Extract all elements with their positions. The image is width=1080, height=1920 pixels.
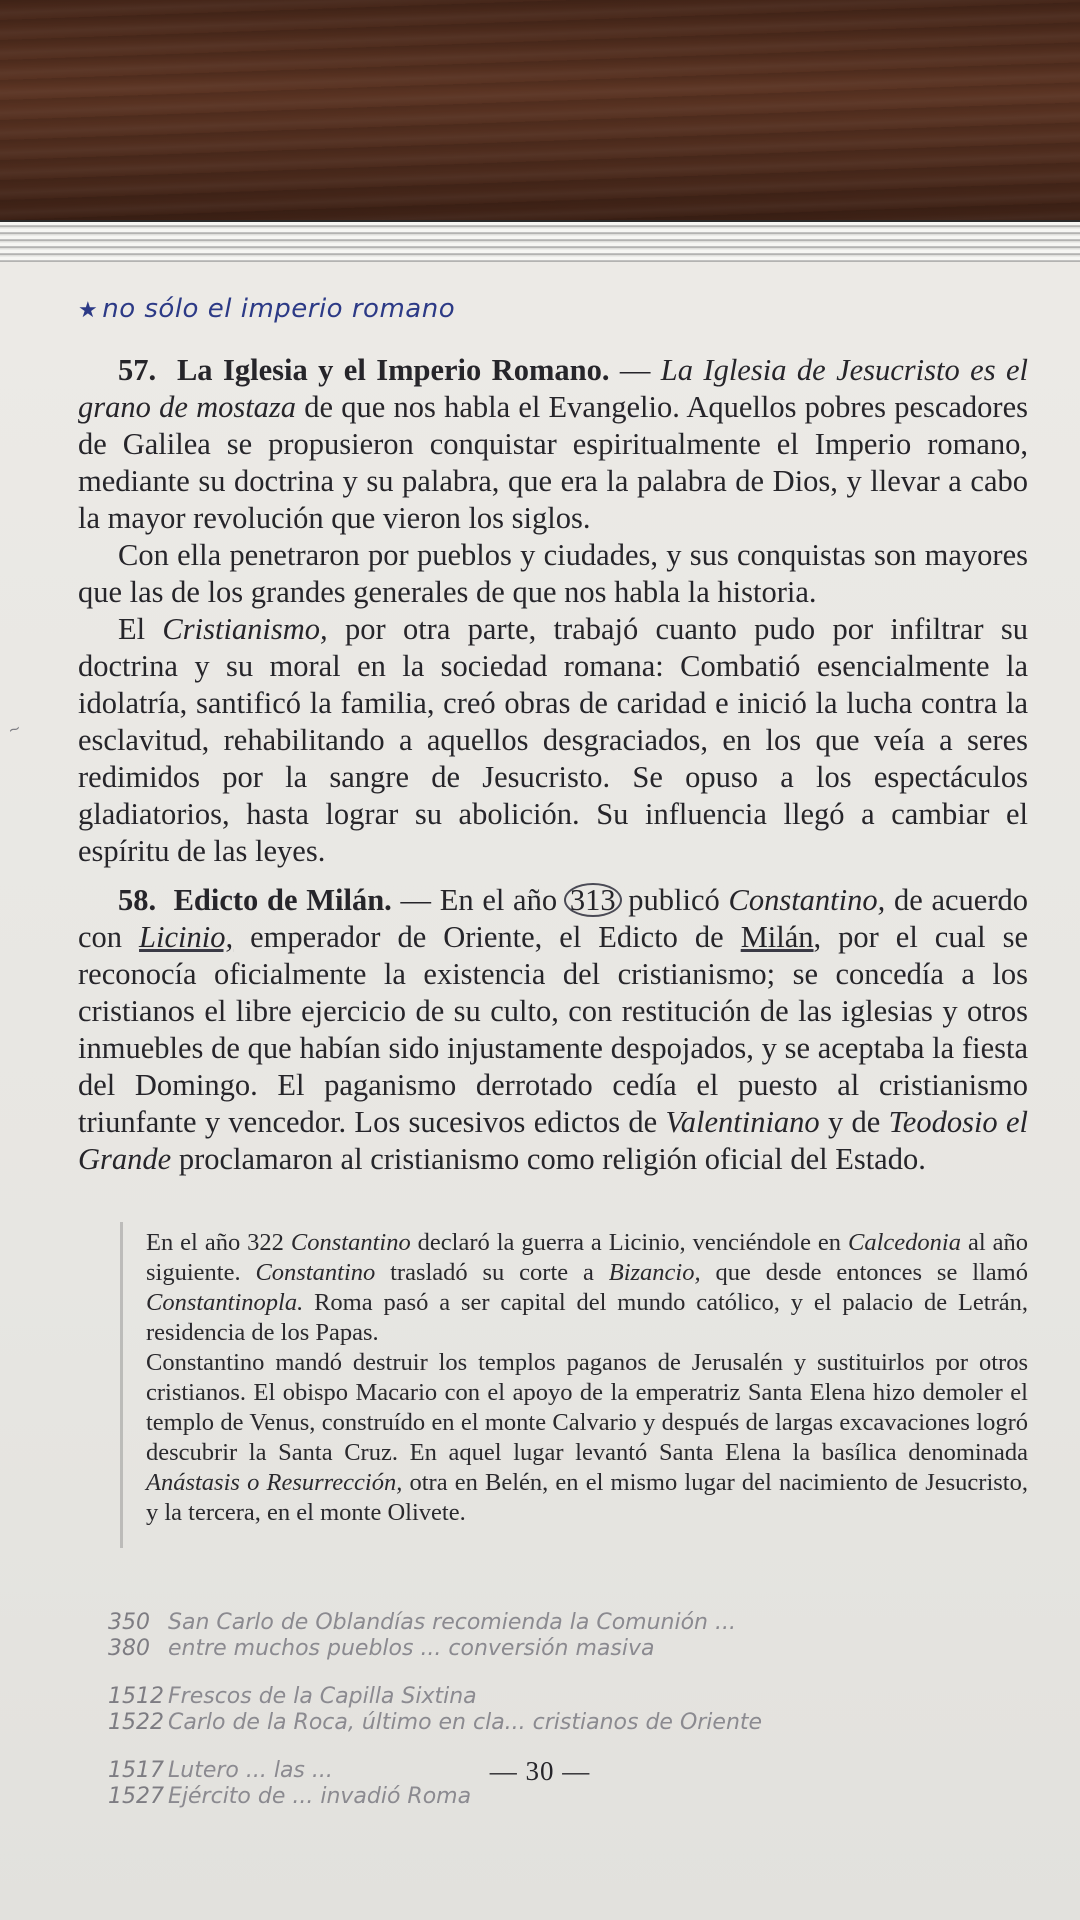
footnote-paragraph-2: Constantino mandó destruir los templos paganos de Jerusalén y sustituirlos por otros cristianos. El obispo Macario con el apoyo de la emperatriz Santa Elena hizo demoler el templo de Venus, construído en el monte Calvario y después de largas excavaciones logró descubrir la Santa Cruz. En aquel lugar levantó Santa Elena la basílica denominada Anástasis o Resurrección, otra en Belén, en el mismo lugar del nacimiento de Jesucristo, y la tercera, en el monte Olivete.: [146, 1349, 1028, 1526]
section-57-paragraph-3: por otra parte, trabajó cuanto pudo por infiltrar su doctrina y su moral en la sociedad romana: Combatió esencialmente la idolatría, santificó la familia, creó obras de caridad e inició la lucha contra la esclavitud, rehabilitando a aquellos desgraciados, en los que veía a seres redimidos por la sangre de Jesucristo. Se opuso a los espectáculos gladiatorios, hasta lograr su abolición. Su influencia llegó a cambiar el espíritu de las leyes.: [78, 612, 1029, 868]
section-number: 58.: [118, 883, 157, 917]
footnote-paragraph-1: En el año 322 Constantino declaró la guerra a Licinio, venciéndole en Calcedonia al año siguiente. Constantino trasladó su corte a Bizancio, que desde entonces se llamó Constantinopla. Roma pasó a ser capital del mundo católico, y el palacio de Letrán, residencia de los Papas.: [146, 1229, 1028, 1346]
pencil-note-row: 380 entre muchos pueblos ... conversión masiva: [108, 1636, 655, 1661]
margin-bracket: [120, 1222, 131, 1548]
pencil-note-row: 350 San Carlo de Oblandías recomienda la Comunión ...: [108, 1610, 736, 1635]
section-57-paragraph-1: 57. La Iglesia y el Imperio Romano. — La Iglesia de Jesucristo es el grano de mostaza de que nos habla el Evangelio. Aquellos pobres pescadores de Galilea se propusieron conquistar espiritualmente el Imperio romano, mediante su doctrina y su palabra, que era la palabra de Dios, y llevar a cabo la mayor revolución que vieron los siglos. Con ella penetraron por pueblos y ciudades, y sus conquistas son mayores que las de los grandes generales de que nos habla la historia. El Cristianismo, por otra parte, trabajó cuanto pudo por infiltrar su doctrina y su moral en la sociedad romana: Combatió esencialmente la idolatría, santificó la familia, creó obras de caridad e inició la lucha contra la esclavitud, rehabilitando a aquellos desgraciados, en los que veía a seres redimidos por la sangre de Jesucristo. Se opuso a los espectáculos gladiatorios, hasta lograr su abolición. Su influencia llegó a cambiar el espíritu de las leyes.: [78, 353, 1029, 868]
page-number: — 30 —: [489, 1756, 591, 1786]
handwritten-annotation: ★ no sólo el imperio romano: [78, 294, 456, 324]
star-icon: ★: [78, 298, 99, 323]
pencil-note-row: 1517 Lutero ... las ...: [108, 1758, 333, 1783]
section-57-paragraph-2: Con ella penetraron por pueblos y ciudades, y sus conquistas son mayores que las de los grandes generales de que nos habla la historia.: [78, 538, 1028, 609]
section-number: 57.: [118, 353, 157, 387]
book-page-edges: [0, 220, 1080, 268]
section-heading: Edicto de Milán.: [173, 883, 392, 917]
wooden-table-background: [0, 0, 1080, 226]
pencil-note-row: 1527 Ejército de ... invadió Roma: [108, 1784, 472, 1809]
section-heading: La Iglesia y el Imperio Romano.: [176, 353, 610, 387]
pencil-note-row: 1512 Frescos de la Capilla Sixtina: [108, 1684, 477, 1709]
circled-year: 313: [564, 883, 622, 917]
section-58-paragraph: 58. Edicto de Milán. — En el año 313 publicó Constantino, de acuerdo con Licinio, emperador de Oriente, el Edicto de Milán, por el cual se reconocía oficialmente la existencia del cristianismo; se concedía a los cristianos el libre ejercicio de su culto, con restitución de las iglesias y otros inmuebles de que habían sido injustamente despojados, y se aceptaba la fiesta del Domingo. El paganismo derrotado cedía el puesto al cristianismo triunfante y vencedor. Los sucesivos edictos de Valentiniano y de Teodosio el Grande proclamaron al cristianismo como religión oficial del Estado.: [78, 883, 1028, 1176]
margin-scribble: ~: [5, 718, 24, 740]
footnote-block: [146, 1228, 1028, 1528]
pencil-note-row: 1522 Carlo de la Roca, último en cla... cristianos de Oriente: [108, 1710, 763, 1735]
